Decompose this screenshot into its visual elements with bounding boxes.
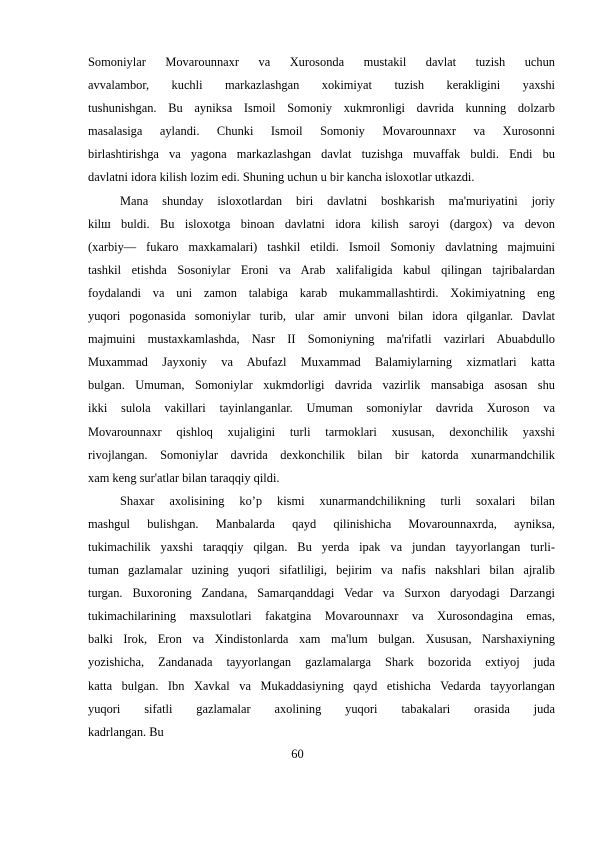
text-line: tashkil etishda Sosoniylar Eroni va Arab xalifaligida kabul qilingan tajribalardan (88, 262, 555, 277)
text-line: foydalandi va uni zamon talabiga karab mukammallashtirdi. Xokimiyatning eng (88, 285, 555, 300)
text-line: katta bulgan. Ibn Xavkal va Mukaddasiyning qayd etishicha Vedarda tayyorlangan (88, 678, 555, 693)
text-line: birlashtirishga va yagona markazlashgan davlat tuzishga muvaffak buldi. Endi bu (88, 147, 555, 162)
text-line: avvalambor, kuchli markazlashgan xokimiyat tuzish kerakligini yaxshi (88, 78, 555, 93)
paragraph-2 (88, 190, 555, 490)
text-line: bulgan. Umuman, Somoniylar xukmdorligi davrida vazirlik mansabiga asosan shu (88, 378, 555, 393)
text-line: davlatni idora kilish lozim edi. Shuning uchun u bir kancha isloxotlar utkazdi. (88, 170, 475, 185)
text-line: Somoniylar Movarounnaxr va Xurosonda mustakil davlat tuzish uchun (88, 55, 555, 69)
text-line: turgan. Buxoroning Zandana, Samarqanddagi Vedar va Surxon daryodagi Darzangi (88, 586, 555, 601)
text-line: yozishicha, Zandanada tayyorlangan gazlamalarga Shark bozorida extiyoj juda (88, 655, 555, 670)
text-line: yuqori sifatli gazlamalar axolining yuqori tabakalari orasida juda (88, 701, 555, 716)
text-line: kilш buldi. Bu isloxotga binoan davlatni idora kilish saroyi (dargox) va devon (88, 216, 555, 231)
text-line: tukimachilarining maxsulotlari fakatgina Movarounnaxr va Xurosondagina emas, (88, 609, 555, 624)
text-line: masalasiga aylandi. Chunki Ismoil Somoniy Movarounnaxr va Xurosonni (88, 124, 555, 139)
text-line: balki Irok, Eron va Xindistonlarda xam ma'lum bulgan. Xususan, Narshaxiyning (88, 632, 555, 647)
paragraph-3 (88, 490, 555, 744)
text-line: rivojlangan. Somoniylar davrida dexkonchilik bilan bir katorda xunarmandchilik (88, 447, 555, 462)
text-line: kadrlangan. Bu (88, 724, 164, 739)
text-line: (xarbiy— fukaro maxkamalari) tashkil etildi. Ismoil Somoniy davlatning majmuini (88, 239, 555, 254)
text-line: majmuini mustaxkamlashda, Nasr II Somoniyning ma'rifatli vazirlari Abuabdullo (88, 332, 555, 347)
text-line: xam keng sur'atlar bilan taraqqiy qildi. (88, 470, 280, 485)
text-line: tuman gazlamalar uzining yuqori sifatliligi, bejirim va nafis nakshlari bilan ajralib (88, 563, 555, 578)
text-line: Mana shunday isloxotlardan biri davlatni boshkarish ma'muriyatini joriy (120, 193, 555, 208)
text-line: yuqori pogonasida somoniylar turib, ular amir unvoni bilan idora qilganlar. Davlat (88, 309, 555, 324)
text-body (88, 51, 555, 744)
text-line: mashgul bulishgan. Manbalarda qayd qilinishicha Movarounnaxrda, ayniksa, (88, 516, 555, 531)
text-line: tushunishgan. Bu ayniksa Ismoil Somoniy xukmronligi davrida kunning dolzarb (88, 101, 555, 116)
paragraph-1 (88, 51, 555, 190)
text-line: Muxammad Jayxoniy va Abufazl Muxammad Balamiylarning xizmatlari katta (88, 355, 555, 370)
text-line: ikki sulola vakillari tayinlanganlar. Umuman somoniylar davrida Xuroson va (88, 401, 555, 416)
text-line: tukimachilik yaxshi taraqqiy qilgan. Bu yerda ipak va jundan tayyorlangan turli- (88, 539, 555, 554)
text-line: Shaxar axolisining ko’p kismi xunarmandchilikning turli soxalari bilan (120, 493, 555, 508)
text-line: Movarounnaxr qishloq xujaligini turli tarmoklari xususan, dexonchilik yaxshi (88, 424, 555, 439)
page-number: 60 (291, 747, 304, 761)
